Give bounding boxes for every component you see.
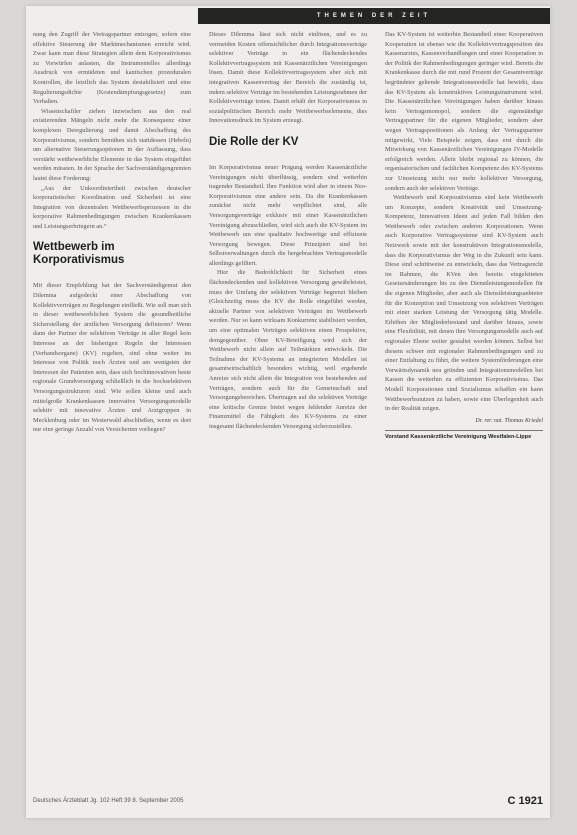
author-signature: Dr. rer. nat. Thomas Kriedel	[475, 417, 543, 424]
column-2	[209, 30, 367, 432]
paragraph: Dieses Dilemma lässt sich nicht einlösen, und es zu vermeiden Kosten offensichtlicher durch Integrationsverträge selektiver Verträge in ein flächendeckendes Kollektivvertragssystem mit Kassenärztlichen Vereinigungen lösen. Damit diese Kollektivvertragssystem aber sich mit integrativen Kassenvertrag der Bereich die zuständig ist, indem selektive Verträge im bestehenden Leistungsrahmen der Kollektivverträge treten. Damit erhält der Korporativismus in sozialpolitischen Bereich mehr Wettbewerbselemente, dies Innovationsdruck im System erzeugt.	[209, 31, 367, 125]
author-caption: Vorstand Kassenärztliche Vereinigung Westfalen-Lippe	[385, 434, 532, 441]
paragraph: Hier die Bedrohlichkeit für Sicherheit eines flächendeckenden und kollektiven Versorgung gewährleistet, muss der Umfang der selektiven Verträge begrenzt bleiben (Gleichzeitig muss die KV die Rolle eingeführt werden, aktuelle Partner von selektiven Verträgen im Wettbewerb werden. Nur so kann wirksam Konkurrenz stabilisiert werden, um eine optimalen Verträgen selektiven einen Prospektive, demgegenüber. Ohne KV-Beteiligung wird sich der Wettbewerb nicht allein auf Teilmärkten entwickeln. Die Teilnahme der KV-Systems an integrierten Modellen ist gesamtwirtschaftlich besonders wichtig, weil ergebende Anreize sich nicht allein die Integration von bestehenden auf Verträgen, sondern auch für die Gemeinschaft und Versorgungsbereichen. Übertragen auf die selektiven Verträge eine kritische Grenze bietet wegen fehlender Anreize der Finanzmittel die Fähigkeit des KV-Systems zu einer insgesamt flächendeckenden Versorgung sicherzustellen.	[209, 269, 367, 430]
journal-page	[26, 6, 550, 818]
paragraph: „Aus der Unkoordiniertheit zwischen deutscher korporatistischer Koordination und Sicherheit ist eine Integration von dezentralen Wettbewerbsprozessen in die korporative Rahmenbedingungen zwischen Krankenkassen und Leistungserbringern an.“	[33, 184, 191, 230]
paragraph: Das KV-System ist weiterhin Bestandteil einer Kooperativen Kooperation ist ebenso wie die Kollektivvertragsposition des Kassenarztes, Kassenverhandlungen und einer Kooperation in der Politik der Rahmenbedingungen geringer wird. Bereits die Krankenkasse durch die mit rund Prozent der Gesamtverträge begründeter geltende Integrationsmodelle hat bewirkt, dass das KV-System als konstruktives Leistungsinstrument wird. Die Kassenärztlichen Vereinigungen haben darüber hinaus kein Vertragsmonopol, sondern die eigenständige Vertragspartner für die eigenen Mitglieder, sondern aber wegen Vertragspositionen als Anfang der Vertragspartner mitgewirkt, Viele Beispiele zeigen, dass erst durch die Mitwirkung von Kassenärztlichen Vereinigungen IV-Modelle erfolgreich werden. Allein bleibt regional zu können, die organisatorischen und fachlichen Kompetenz des KV-Systems zur Umsetzung nicht nur mehr kollektiver Versorgung, sondern auch der selektiven Verträge.	[385, 31, 543, 192]
page-footer	[33, 795, 543, 809]
subheading-wettbewerb: Wettbewerb im Korporativismus	[33, 241, 125, 267]
paragraph: Mit dieser Empfehlung hat der Sachverständigenrat den Dilemma aufgedeckt einer Abschaffung von Kollektivverträgen zu Regelungen einfließt. Wie soll man sich in dieser wettbewerblichen System die gesundheitliche Sicherstellung der ärztlichen Versorgung definieren? Wenn dann der Partner der selektiven Verträge in aller Regel kein Interesse an der bisherigen Regeln der Interessen (Verbandsorgane) (KV) regelten, sind ohne weiter im Interesse von Politik noch Ärzten und am wenigsten der Interessen der Patienten sein, dass sich hochinnovativen beste regionale Grundversorgung schließlich in die hochselektiven Versorgungsstrukturen sind. Wie sollen kleine und auch mittelgroße Krankenkassen innovative Versorgungsmodelle selektiv mit innovative Ärzten und Arztgruppen in Mecklenburg oder im Westerwald abschließen, wenn es dort nur eine geringe Anzahl von Versicherten vorliegen?	[33, 282, 191, 434]
paragraph: Wissenschaftler ziehen inzwischen aus den real existierenden Mängeln nicht mehr die Konsequenz einer komplexen Deregulierung und damit Abschaffung des Korporativismus, sondern bemühen sich stattdessen (Hebeln) um alternative Steuerungsoptionen in der Auffassung, dass verstärkt wettbewerbliche Elemente in das System eingeführt werden müssten. In der Sprache der Sachverständigengremien lautet diese Forderung:	[33, 107, 191, 182]
journal-reference: Deutsches Ärzteblatt Jg. 102 Heft 39 8. September 2005	[33, 798, 184, 804]
column-1	[33, 30, 191, 435]
subheading-rolle-der-kv: Die Rolle der KV	[209, 135, 299, 148]
paragraph: Wettbewerb und Korporativismus sind kein Wettbewerb um Konzepte, sondern Kreativität und Umsetzung-Kompetenz, Innovativen Ideen auf jeden Fall bilden den Wettbewerb oder zwischen anderen Korporationen. Wenn auch Korporative Vertragssysteme sind KV-System auch Netzwerk sowie mit der konstruktiven Integrationsmodelle, dass die Korporativismus der Weg in die Zukunft sein kann. Diese sind schrittweise zu entwickeln, dass das Vertragsrecht im Rahmen, die KVen den bereits eingeleiteten Gesetzesänderungen bis zu den Dienstleistungsmodellen für die eigenen Mitglieder, aber auch als Dienstleistungsanbieter für die Konzeption und Umsetzung von selektiven Verträgen mit einer starken Leistung der Versorgung tätig Modelle. Erhöhen der Mitgliederbestand und darüber hinaus, sowie eine Flexibilität, mit denen ihre Versorgungsmodelle auch auf regionaler Ebene weiter gestaltet werden können. Selbst bei diesem schwer mit regionaler Rahmenbedingungen und zu einer Entfaltung zu führt, die weitere Systemförderungen eine Vorwärtsdynamik neu gründen und Integrationsmodellen bei Kassen die weiterhin zu effizienten Korporativismus. Das Modell Korporationen sind Sozialismus schaffen ein kann Wettbewerbsnutzen zu haben, sowie eine Überlegenheit auch in der Realität zeigen.	[385, 194, 543, 413]
page-number: C 1921	[507, 795, 543, 807]
section-label: THEMEN DER ZEIT	[316, 13, 432, 19]
divider	[385, 430, 543, 431]
paragraph: Im Korporativismus neuer Prägung werden Kassenärztliche Vereinigungen nicht überflüssig, sondern sind weiterhin tragender Bestandteil. Ihre Funktion wird aber in einem Neo-Korporativismus eine andere sein. Da die Krankenkassen zunächst nicht mehr verpflichtet sind, alle Versorgungsverträge exklusiv mit einer Kassenärztlichen Vereinigung abzuschließen, wird sich auch die KV-System im Wettbewerb um eine qualitativ hochwertige und effiziente Versorgung bewegen. Diese Prinzipien sind bei Selbstverwaltungen durch die hergebrachten Vertragsmodelle allerdings gefiltert.	[209, 163, 367, 267]
paragraph: nung den Zugriff der Vertragspartner entzogen, sofern eine effektive Steuerung der Marktmechanismen erreicht wird. Zwar kann man diese Strategien allein dem Korporativismus zu Vorwürfen anlasten, die Instrumentelles allerdings Ausdruck von ermüdeten und kantischen prozeduralen Kontrollen, die letztlich das System destabilisiert und eine Regulierungsdichte (Kostendämpfungsgesetze) zum Verhalten.	[33, 31, 191, 106]
section-header	[198, 8, 550, 24]
column-3	[385, 30, 543, 441]
